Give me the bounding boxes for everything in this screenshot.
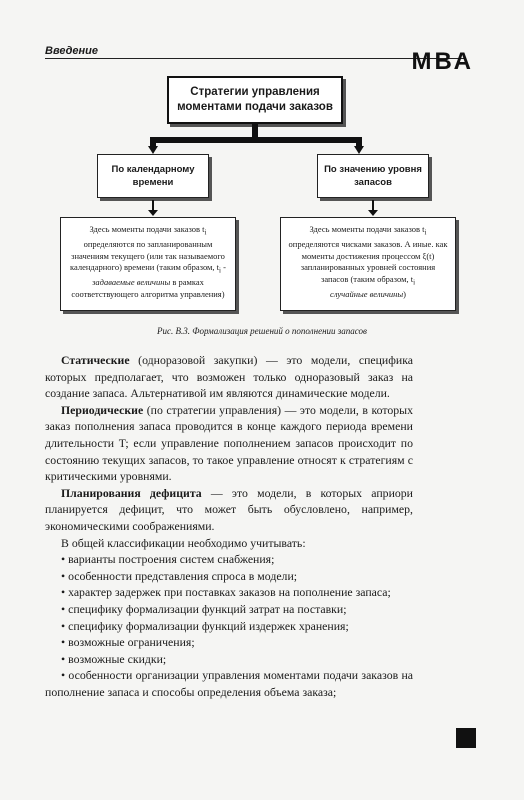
term-deficit: Планирования дефицита (61, 485, 202, 500)
list-item: • возможные ограничения; (61, 635, 195, 650)
figure-caption: Рис. В.3. Формализация решений о пополнении запасов (157, 326, 367, 336)
desc-right-italic: случайные величины (330, 288, 404, 299)
arrow-left-desc-icon (148, 210, 158, 216)
paragraph-classification: В общей классификации необходимо учитывать: (61, 535, 306, 550)
desc-right-line1: Здесь моменты подачи заказов t (309, 224, 425, 234)
branch-box-calendar-time: По календарному времени (97, 154, 209, 198)
list-item: • особенности организации управления моментами подачи заказов на пополнение запаса и способы определения объема заказа; (45, 668, 413, 699)
arrow-left-icon (148, 146, 158, 154)
paragraph-static-text: (одноразовой закупки) — это модели, специфика которых предполагает, что возможен только одноразовый заказ на создание запаса. Альтернативой им являются динамические модели. (45, 353, 413, 401)
branch-box-stock-level: По значению уровня запасов (317, 154, 429, 198)
desc-right-sub2: i (413, 278, 416, 287)
body-text (45, 352, 413, 700)
connector-horizontal (150, 137, 362, 143)
paragraph-deficit-text: — это модели, в которых априори планируется дефицит, что может быть обусловлено, например, экономическими соображениями. (45, 485, 413, 533)
term-static: Статические (61, 353, 130, 367)
list-item: • особенности представления спроса в модели; (61, 568, 298, 583)
header-rule (45, 58, 464, 59)
list-item: • характер задержек при поставках заказов на пополнение запаса; (61, 585, 391, 600)
desc-box-stock-level (280, 217, 456, 311)
list-item: • специфику формализации функций издержек хранения; (61, 618, 349, 633)
arrow-right-desc-icon (368, 210, 378, 216)
paragraph-deficit (45, 485, 413, 535)
paragraph-periodic (45, 402, 413, 485)
page-corner-mark (456, 728, 476, 748)
list-item: • специфику формализации функций затрат на поставки; (61, 601, 347, 616)
mba-logo: МВА (411, 48, 474, 75)
desc-left-sub1: i (204, 228, 207, 237)
paragraph-static (45, 352, 413, 402)
desc-right-sub1: i (424, 228, 427, 237)
diagram-root-box: Стратегии управления моментами подачи заказов (167, 76, 343, 124)
desc-left-line2: определяются по запланированным значениям текущего (или так называемого календарного) времени (таким образом, t (70, 239, 225, 273)
desc-right-line2: определяются чисками заказов. А иные. как моменты достижения процессом ξ(t) запланированных уровней состояния запасов (таким образом, t (288, 239, 448, 284)
desc-left-sub2: i (219, 266, 222, 275)
arrow-right-icon (354, 146, 364, 154)
page-header-title: Введение (45, 45, 98, 57)
list-item: • варианты построения систем снабжения; (61, 552, 275, 567)
desc-left-line1: Здесь моменты подачи заказов t (89, 224, 205, 234)
paragraph-periodic-text: (по стратегии управления) — это модели, в которых заказ пополнения запаса проводится в конце каждого периода времени длительности T; если управление пополнением запасов происходит по состоянию текущих запасов, то такое управление относят к стратегиям с критическими уровнями. (45, 402, 413, 484)
list-item: • возможные скидки; (61, 651, 167, 666)
desc-right-tail: ) (403, 288, 406, 299)
desc-box-calendar-time (60, 217, 236, 311)
desc-left-line3: в рамках соответствующего алгоритма управления) (71, 277, 225, 299)
term-periodic: Периодические (61, 402, 144, 417)
desc-left-italic: - задаваемые величины (92, 262, 226, 288)
